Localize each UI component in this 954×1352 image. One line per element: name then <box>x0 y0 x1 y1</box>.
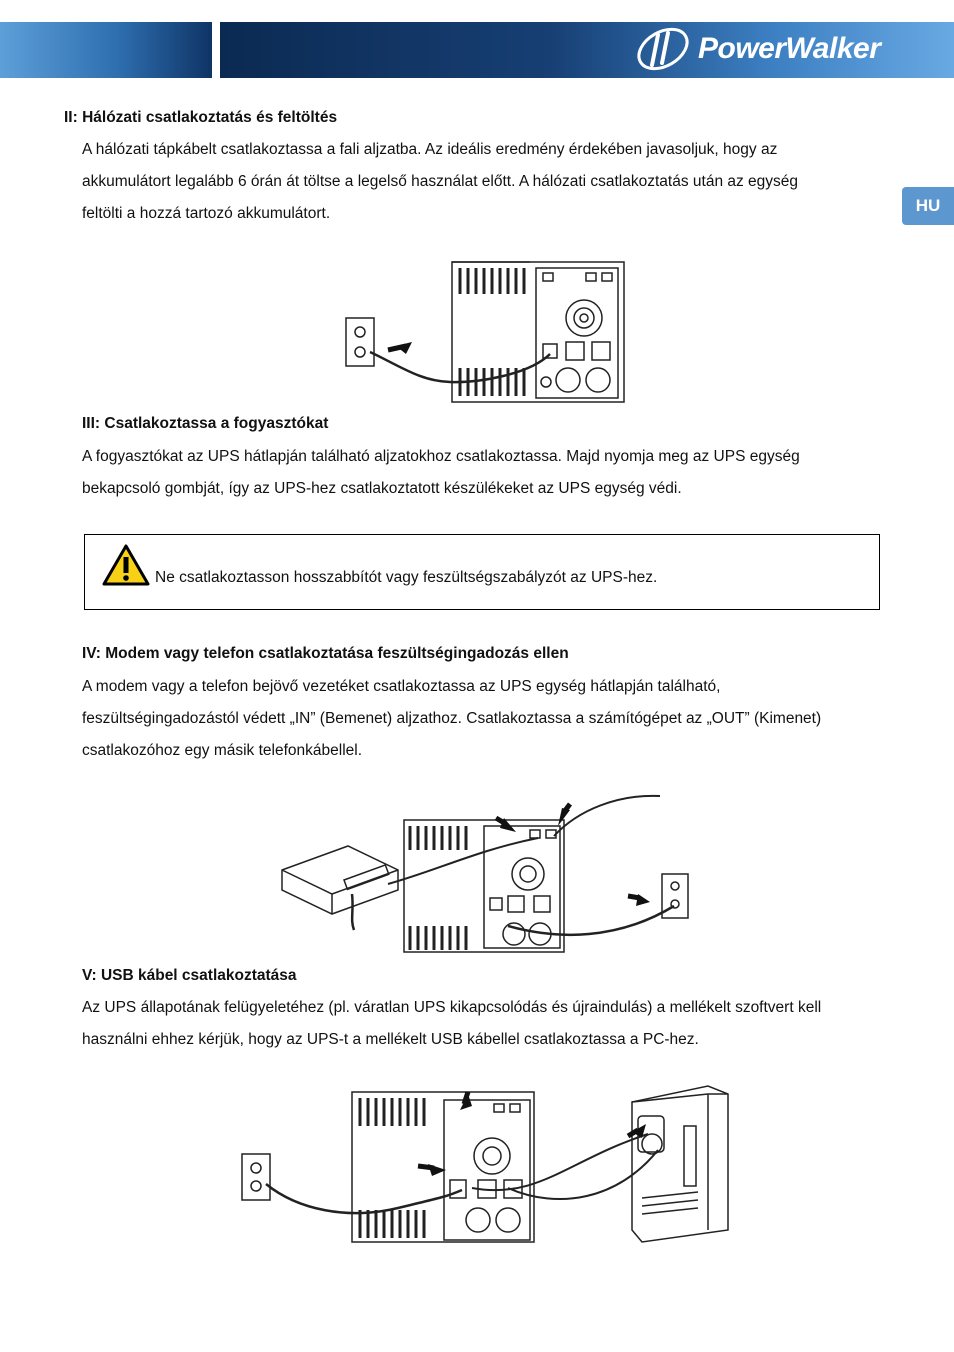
header-banner-left <box>0 22 212 78</box>
paragraph-line: bekapcsoló gombját, így az UPS-hez csatlakoztatott készülékeket az UPS egység védi. <box>82 480 682 497</box>
section-paragraph-2 <box>82 134 882 230</box>
section-heading-5: V: USB kábel csatlakoztatása <box>82 967 297 984</box>
powerwalker-logo-icon <box>634 27 692 71</box>
paragraph-line: használni ehhez kérjük, hogy az UPS-t a mellékelt USB kábellel csatlakoztassa a PC-hez. <box>82 1031 699 1048</box>
paragraph-line: A fogyasztókat az UPS hátlapján található aljzatokhoz csatlakoztassa. Majd nyomja meg az UPS egység <box>82 448 800 465</box>
modem-phone-connection-figure <box>278 790 692 958</box>
language-tab[interactable]: HU <box>902 187 954 225</box>
paragraph-line: feszültségingadozástól védett „IN” (Bemenet) aljzathoz. Csatlakoztassa a számítógépet az „OUT” (Kimenet) <box>82 710 822 727</box>
paragraph-line: Az UPS állapotának felügyeletéhez (pl. váratlan UPS kikapcsolódás és újraindulás) a mellékelt szoftvert kell <box>82 999 822 1016</box>
brand-logo <box>634 26 880 72</box>
section-heading-2: II: Hálózati csatlakoztatás és feltöltés <box>64 109 338 126</box>
section-paragraph-3 <box>82 441 882 505</box>
section-heading-3: III: Csatlakoztassa a fogyasztókat <box>82 415 329 432</box>
usb-pc-connection-figure <box>238 1080 734 1246</box>
warning-triangle-icon <box>101 543 151 587</box>
paragraph-line: csatlakozóhoz egy másik telefonkábellel. <box>82 742 363 759</box>
paragraph-line: akkumulátort legalább 6 órán át töltse a legelső használat előtt. A hálózati csatlakoztatás után az egység <box>82 173 799 190</box>
paragraph-line: feltölti a hozzá tartozó akkumulátort. <box>82 205 331 222</box>
warning-box <box>84 534 880 610</box>
section-heading-4: IV: Modem vagy telefon csatlakoztatása feszültségingadozás ellen <box>82 645 569 662</box>
ups-wall-connection-figure <box>340 256 630 406</box>
section-paragraph-4 <box>82 671 882 767</box>
brand-name: PowerWalker <box>698 32 881 65</box>
paragraph-line: A modem vagy a telefon bejövő vezetéket csatlakoztassa az UPS egység hátlapján található, <box>82 678 721 695</box>
warning-text: Ne csatlakoztasson hosszabbítót vagy feszültségszabályzót az UPS-hez. <box>155 569 658 586</box>
paragraph-line: A hálózati tápkábelt csatlakoztassa a fali aljzatba. Az ideális eredmény érdekében javasoljuk, hogy az <box>82 141 778 158</box>
section-paragraph-5 <box>82 992 882 1056</box>
